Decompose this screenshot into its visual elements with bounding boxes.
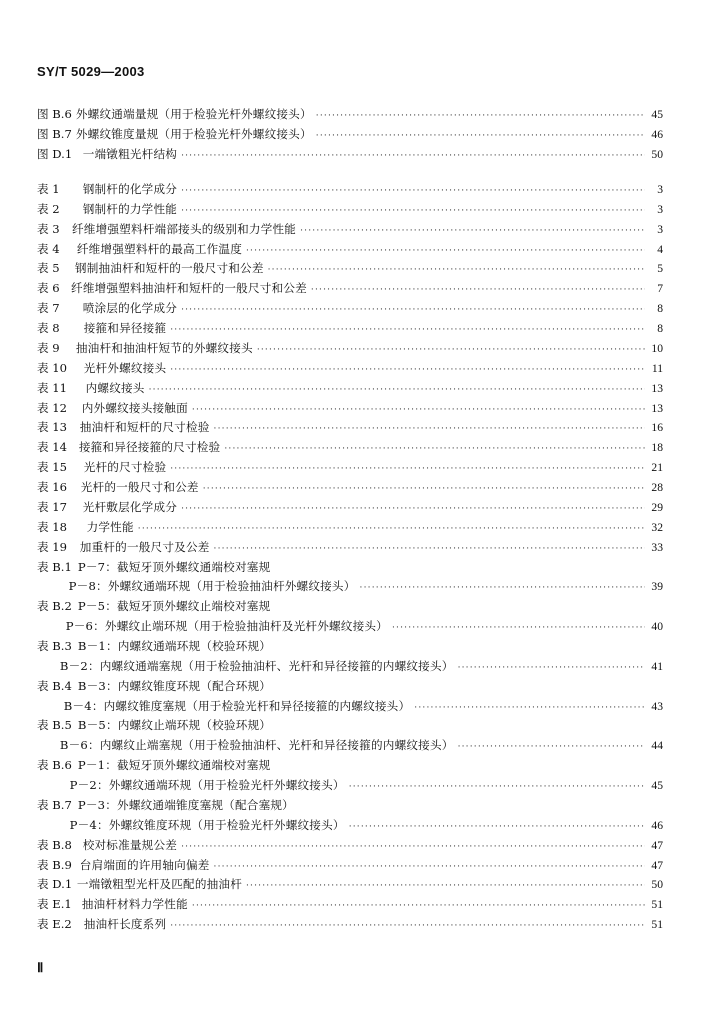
table-page-number: 8 <box>657 302 663 315</box>
table-entry <box>37 538 663 556</box>
leader-dots <box>311 281 645 299</box>
table-entry <box>37 697 663 715</box>
leader-dots <box>170 917 645 935</box>
table-title: P－3：外螺纹通端锥度塞规（配合塞规） <box>77 798 294 812</box>
table-title: 校对标准量规公差 <box>82 838 178 852</box>
table-title: P－7：截短牙顶外螺纹通端校对塞规 <box>77 560 271 574</box>
figure-entry <box>37 125 663 143</box>
table-title: P－1：截短牙顶外螺纹通端校对塞规 <box>77 758 271 772</box>
table-title: 光杆敷层化学成分 <box>82 500 178 514</box>
table-label: 表 18 <box>37 520 68 534</box>
table-page-number: 40 <box>651 620 663 633</box>
leader-dots <box>181 202 645 220</box>
table-entry <box>37 399 663 417</box>
table-title: B－5：内螺纹止端环规（校验环规） <box>77 718 272 732</box>
table-label: 表 E.1 <box>37 897 72 911</box>
table-page-number: 10 <box>651 342 663 355</box>
figure-title: 外螺纹通端量规（用于检验光杆外螺纹接头） <box>75 107 312 121</box>
table-label: 表 2 <box>37 202 60 216</box>
table-label: 表 B.6 <box>37 758 72 772</box>
table-entry <box>37 657 663 675</box>
table-label: 表 16 <box>37 480 68 494</box>
table-page-number: 39 <box>651 580 663 593</box>
figure-title: 外螺纹锥度量规（用于检验光杆外螺纹接头） <box>75 127 312 141</box>
table-entry <box>37 220 663 238</box>
table-page-number: 5 <box>657 262 663 275</box>
table-title: P－6：外螺纹止端环规（用于检验抽油杆及光杆外螺纹接头） <box>65 619 388 633</box>
table-page-number: 51 <box>651 898 663 911</box>
table-label: 表 E.2 <box>37 917 72 931</box>
table-label: 表 8 <box>37 321 60 335</box>
table-page-number: 51 <box>651 918 663 931</box>
table-title: B－6：内螺纹止端塞规（用于检验抽油杆、光杆和异径接箍的内螺纹接头） <box>59 738 454 752</box>
table-entry <box>37 478 663 496</box>
leader-dots <box>392 619 645 637</box>
table-label: 表 9 <box>37 341 60 355</box>
table-page-number: 3 <box>657 203 663 216</box>
table-title: 光杆外螺纹接头 <box>83 361 167 375</box>
leader-dots <box>214 540 645 558</box>
figure-page-number: 45 <box>651 108 663 121</box>
table-title: B－1：内螺纹通端环规（校验环规） <box>77 639 272 653</box>
table-label: 表 B.1 <box>37 560 72 574</box>
leader-dots <box>192 401 645 419</box>
table-entry <box>37 518 663 536</box>
figure-entry <box>37 105 663 123</box>
leader-dots <box>349 818 645 836</box>
table-page-number: 45 <box>651 779 663 792</box>
table-entry <box>37 716 663 734</box>
table-entry <box>37 796 663 814</box>
table-entry <box>37 498 663 516</box>
leader-dots <box>316 107 645 125</box>
table-label: 表 15 <box>37 460 68 474</box>
table-page-number: 21 <box>651 461 663 474</box>
figure-entry <box>37 145 663 163</box>
table-title: 接箍和异径接箍 <box>83 321 167 335</box>
table-title: 光杆的尺寸检验 <box>83 460 167 474</box>
table-page-number: 11 <box>651 362 663 375</box>
table-title: 抽油杆和短杆的尺寸检验 <box>79 420 210 434</box>
table-label: 表 17 <box>37 500 68 514</box>
table-entry <box>37 299 663 317</box>
table-entry <box>37 836 663 854</box>
table-label: 表 4 <box>37 242 60 256</box>
table-entry <box>37 895 663 913</box>
leader-dots <box>214 420 645 438</box>
table-title: 钢制杆的力学性能 <box>82 202 178 216</box>
table-label: 表 13 <box>37 420 68 434</box>
table-page-number: 18 <box>651 441 663 454</box>
leader-dots <box>257 341 645 359</box>
leader-dots <box>246 877 645 895</box>
table-title: 纤维增强塑料抽油杆和短杆的一般尺寸和公差 <box>71 281 307 295</box>
table-entry <box>37 359 663 377</box>
table-entry <box>37 776 663 794</box>
table-title: 纤维增强塑料杆的最高工作温度 <box>76 242 242 256</box>
table-page-number: 33 <box>651 541 663 554</box>
table-page-number: 47 <box>651 839 663 852</box>
leader-dots <box>170 321 645 339</box>
leader-dots <box>214 858 645 876</box>
table-title: B－4：内螺纹锥度塞规（用于检验光杆和异径接箍的内螺纹接头） <box>63 699 411 713</box>
leader-dots <box>349 778 645 796</box>
table-entry <box>37 240 663 258</box>
leader-dots <box>246 242 645 260</box>
table-entry <box>37 915 663 933</box>
table-title: P－2：外螺纹通端环规（用于检验光杆外螺纹接头） <box>69 778 345 792</box>
leader-dots <box>181 147 645 165</box>
table-title: 内外螺纹接头接触面 <box>81 401 188 415</box>
leader-dots <box>149 381 645 399</box>
table-entry <box>37 856 663 874</box>
table-label: 表 B.4 <box>37 679 72 693</box>
table-label: 表 B.7 <box>37 798 72 812</box>
page-number: Ⅱ <box>37 960 44 975</box>
table-label: 表 B.2 <box>37 599 72 613</box>
table-entry <box>37 617 663 635</box>
table-title: P－4：外螺纹锥度环规（用于检验光杆外螺纹接头） <box>69 818 345 832</box>
table-entry <box>37 418 663 436</box>
leader-dots <box>181 301 645 319</box>
table-label: 表 7 <box>37 301 60 315</box>
leader-dots <box>170 460 645 478</box>
leader-dots <box>458 738 645 756</box>
figure-page-number: 46 <box>651 128 663 141</box>
table-label: 表 6 <box>37 281 60 295</box>
table-title: 加重杆的一般尺寸及公差 <box>79 540 210 554</box>
table-label: 表 14 <box>37 440 68 454</box>
table-entry <box>37 875 663 893</box>
table-label: 表 5 <box>37 261 60 275</box>
table-title: 抽油杆和抽油杆短节的外螺纹接头 <box>75 341 253 355</box>
table-entry <box>37 637 663 655</box>
table-entry <box>37 379 663 397</box>
table-title: 力学性能 <box>86 520 134 534</box>
figure-label: 图 B.6 <box>37 107 72 121</box>
table-label: 表 10 <box>37 361 68 375</box>
table-entry <box>37 458 663 476</box>
table-page-number: 43 <box>651 700 663 713</box>
table-page-number: 47 <box>651 859 663 872</box>
table-label: 表 B.3 <box>37 639 72 653</box>
table-page-number: 41 <box>651 660 663 673</box>
leader-dots <box>203 480 645 498</box>
table-page-number: 3 <box>657 183 663 196</box>
table-page-number: 13 <box>651 382 663 395</box>
table-title: 纤维增强塑料杆端部接头的级别和力学性能 <box>72 222 297 236</box>
table-title: P－8：外螺纹通端环规（用于检验抽油杆外螺纹接头） <box>68 579 356 593</box>
table-entry <box>37 180 663 198</box>
standard-code-header: SY/T 5029—2003 <box>37 64 145 79</box>
table-title: 光杆的一般尺寸和公差 <box>80 480 199 494</box>
table-label: 表 B.9 <box>37 858 72 872</box>
leader-dots <box>170 361 645 379</box>
table-title: 钢制杆的化学成分 <box>82 182 178 196</box>
table-entry <box>37 339 663 357</box>
table-title: 钢制抽油杆和短杆的一般尺寸和公差 <box>74 261 264 275</box>
table-entry <box>37 259 663 277</box>
table-label: 表 1 <box>37 182 60 196</box>
leader-dots <box>268 261 645 279</box>
leader-dots <box>414 699 645 717</box>
table-label: 表 19 <box>37 540 68 554</box>
table-page-number: 44 <box>651 739 663 752</box>
table-entry <box>37 438 663 456</box>
leader-dots <box>300 222 645 240</box>
table-title: 喷涂层的化学成分 <box>82 301 178 315</box>
table-label: 表 3 <box>37 222 60 236</box>
table-entry <box>37 319 663 337</box>
table-entry <box>37 677 663 695</box>
table-label: 表 12 <box>37 401 68 415</box>
table-entry <box>37 816 663 834</box>
table-title: 抽油杆长度系列 <box>83 917 167 931</box>
table-page-number: 8 <box>657 322 663 335</box>
figure-title: 一端镦粗光杆结构 <box>82 147 178 161</box>
table-page-number: 7 <box>657 282 663 295</box>
table-title: P－5：截短牙顶外螺纹止端校对塞规 <box>77 599 271 613</box>
table-page-number: 32 <box>651 521 663 534</box>
table-label: 表 11 <box>37 381 68 395</box>
leader-dots <box>360 579 645 597</box>
leader-dots <box>181 838 645 856</box>
table-entry <box>37 756 663 774</box>
leader-dots <box>181 500 645 518</box>
table-entry <box>37 577 663 595</box>
table-title: 台肩端面的许用轴向偏差 <box>79 858 210 872</box>
leader-dots <box>192 897 645 915</box>
table-entry <box>37 279 663 297</box>
table-entry <box>37 558 663 576</box>
table-title: 抽油杆材料力学性能 <box>81 897 188 911</box>
figure-page-number: 50 <box>651 148 663 161</box>
table-page-number: 4 <box>657 243 663 256</box>
table-entry <box>37 200 663 218</box>
table-title: B－3：内螺纹锥度环规（配合环规） <box>77 679 272 693</box>
table-title: 接箍和异径接箍的尺寸检验 <box>78 440 221 454</box>
table-page-number: 28 <box>651 481 663 494</box>
leader-dots <box>138 520 645 538</box>
table-page-number: 50 <box>651 878 663 891</box>
figure-label: 图 D.1 <box>37 147 73 161</box>
figure-label: 图 B.7 <box>37 127 72 141</box>
leader-dots <box>316 127 645 145</box>
table-page-number: 16 <box>651 421 663 434</box>
table-label: 表 B.8 <box>37 838 72 852</box>
table-page-number: 13 <box>651 402 663 415</box>
table-label: 表 D.1 <box>37 877 73 891</box>
leader-dots <box>224 440 645 458</box>
table-page-number: 29 <box>651 501 663 514</box>
table-label: 表 B.5 <box>37 718 72 732</box>
table-title: 一端镦粗型光杆及匹配的抽油杆 <box>76 877 242 891</box>
table-title: 内螺纹接头 <box>85 381 145 395</box>
leader-dots <box>181 182 645 200</box>
table-page-number: 3 <box>657 223 663 236</box>
table-title: B－2：内螺纹通端塞规（用于检验抽油杆、光杆和异径接箍的内螺纹接头） <box>59 659 454 673</box>
table-entry <box>37 597 663 615</box>
table-page-number: 46 <box>651 819 663 832</box>
leader-dots <box>458 659 645 677</box>
table-entry <box>37 736 663 754</box>
